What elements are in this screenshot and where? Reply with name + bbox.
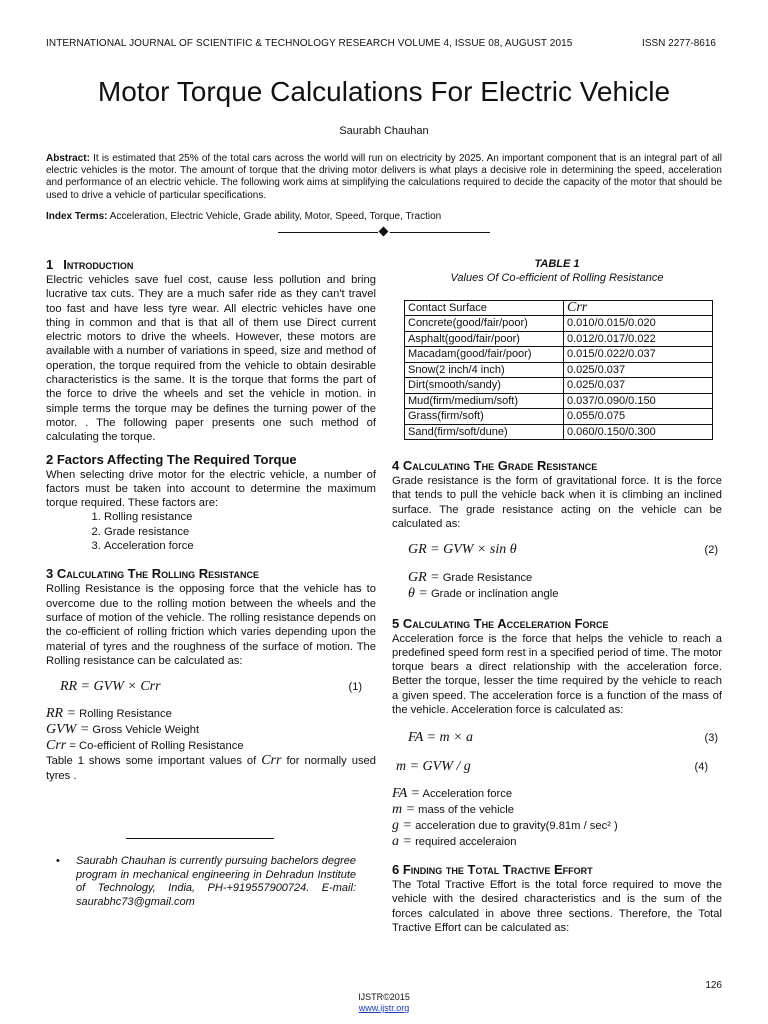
issn: ISSN 2277-8616 bbox=[642, 38, 716, 49]
sec4-definitions bbox=[392, 570, 722, 602]
sec3-definitions bbox=[46, 706, 376, 754]
index-terms-text: Acceleration, Electric Vehicle, Grade ability, Motor, Speed, Torque, Traction bbox=[109, 211, 442, 222]
equation-3-number: (3) bbox=[704, 732, 718, 745]
table-cell: 0.025/0.037 bbox=[564, 378, 713, 394]
def-text: Grade or inclination angle bbox=[430, 587, 559, 600]
left-column bbox=[46, 257, 376, 783]
copyright: IJSTR©2015 bbox=[358, 992, 410, 1002]
page-footer bbox=[0, 992, 768, 1014]
sec6-title: Finding the Total Tractive Effort bbox=[402, 861, 593, 877]
equation-2-number: (2) bbox=[704, 544, 718, 557]
factor-list bbox=[46, 510, 376, 553]
sec2-heading: 2 Factors Affecting The Required Torque bbox=[46, 451, 297, 467]
def-symbol: g = bbox=[392, 817, 412, 833]
table-title: TABLE 1 bbox=[534, 258, 580, 270]
note-text: Table 1 shows some important values of bbox=[46, 755, 257, 768]
def-symbol: RR = bbox=[46, 706, 77, 722]
abstract bbox=[46, 153, 722, 202]
sec2-body: When selecting drive motor for the electric vehicle, a number of factors must be taken into account to determine the maximum torque required. These factors are: bbox=[46, 468, 376, 510]
list-item: 3. Acceleration force bbox=[104, 539, 376, 553]
table-cell: Asphalt(good/fair/poor) bbox=[405, 331, 564, 347]
table-cell: Macadam(good/fair/poor) bbox=[405, 347, 564, 363]
equation-1 bbox=[46, 680, 376, 694]
def-text: Rolling Resistance bbox=[79, 708, 172, 721]
note-text: for normally used tyres . bbox=[46, 755, 376, 782]
sec3-heading bbox=[46, 566, 376, 582]
def-symbol: GR = bbox=[408, 569, 440, 585]
def-text: acceleration due to gravity(9.81m / sec² ) bbox=[415, 819, 618, 832]
sec1-heading bbox=[46, 257, 376, 273]
equation-4 bbox=[392, 760, 722, 774]
page-number: 126 bbox=[705, 980, 722, 991]
section-divider bbox=[278, 232, 490, 233]
def-text: Acceleration force bbox=[422, 787, 513, 800]
def-symbol: Crr bbox=[46, 738, 67, 754]
def-text: required acceleraion bbox=[415, 835, 517, 848]
table-cell: 0.055/0.075 bbox=[564, 409, 713, 425]
table-row bbox=[405, 362, 713, 378]
diamond-icon bbox=[379, 227, 389, 237]
table-row bbox=[405, 331, 713, 347]
journal-header: INTERNATIONAL JOURNAL OF SCIENTIFIC & TECHNOLOGY RESEARCH VOLUME 4, ISSUE 08, AUGUST 2015 bbox=[46, 38, 573, 49]
sec4-heading bbox=[392, 458, 722, 474]
sec5-title: Calculating The Acceleration Force bbox=[402, 615, 609, 631]
sec5-number: 5 bbox=[392, 615, 400, 631]
paper-title: Motor Torque Calculations For Electric Vehicle bbox=[97, 76, 671, 107]
table-cell: 0.060/0.150/0.300 bbox=[564, 424, 713, 440]
equation-2-expr: GR = GVW × sin θ bbox=[408, 542, 517, 558]
sec6-heading bbox=[392, 862, 722, 878]
table-row bbox=[405, 316, 713, 332]
table-cell: 0.010/0.015/0.020 bbox=[564, 316, 713, 332]
table-cell: 0.012/0.017/0.022 bbox=[564, 331, 713, 347]
sec1-number: 1 bbox=[46, 257, 54, 272]
table-cell: Sand(firm/soft/dune) bbox=[405, 424, 564, 440]
journal-link[interactable]: www.ijstr.org bbox=[358, 1003, 410, 1013]
table-cell: Concrete(good/fair/poor) bbox=[405, 316, 564, 332]
abstract-label: Abstract: bbox=[46, 153, 90, 164]
author-footnote bbox=[56, 855, 356, 909]
sec3-body: Rolling Resistance is the opposing force that the vehicle has to overcome due to the rolling motion between the wheels and the surface of motion of the vehicle. The rolling resistance depends on the co-efficient of rolling friction which varies depending upon the material of tyres and the roughness of the surface of motion. The Rolling resistance can be calculated as: bbox=[46, 583, 376, 667]
bullet-icon: • bbox=[56, 855, 60, 867]
equation-1-expr: RR = GVW × Crr bbox=[60, 679, 161, 695]
def-text: Gross Vehicle Weight bbox=[92, 724, 200, 737]
footnote-divider bbox=[126, 838, 274, 839]
author: Saurabh Chauhan bbox=[339, 125, 429, 137]
def-symbol: FA = bbox=[392, 785, 420, 801]
table-cell: 0.037/0.090/0.150 bbox=[564, 393, 713, 409]
sec4-number: 4 bbox=[392, 458, 400, 474]
sec3-title: Calculating The Rolling Resistance bbox=[56, 566, 259, 582]
equation-4-expr: m = GVW / g bbox=[396, 758, 471, 774]
footnote-text: Saurabh Chauhan is currently pursuing bachelors degree program in mechanical engineering in Dehradun Institute of Technology, India, PH-+919557900724. E-mail: saurabhc73@gmail.com bbox=[76, 855, 356, 908]
list-item: 2. Grade resistance bbox=[104, 525, 376, 539]
table-row bbox=[405, 393, 713, 409]
table-header-row bbox=[405, 300, 713, 316]
def-symbol: θ = bbox=[408, 585, 428, 601]
table-cell: 0.025/0.037 bbox=[564, 362, 713, 378]
sec5-definitions bbox=[392, 786, 722, 850]
table-cell: 0.015/0.022/0.037 bbox=[564, 347, 713, 363]
equation-2 bbox=[392, 543, 722, 557]
list-item: 1. Rolling resistance bbox=[104, 510, 376, 524]
equation-1-number: (1) bbox=[348, 681, 362, 694]
equation-3 bbox=[392, 731, 722, 745]
right-column bbox=[392, 257, 722, 935]
table-row bbox=[405, 347, 713, 363]
def-symbol: m = bbox=[392, 801, 416, 817]
table-header-cell: Crr bbox=[564, 300, 713, 316]
sec5-body: Acceleration force is the force that helps the vehicle to reach a predefined speed form rest in a specified period of time. The motor torque bears a direct relationship with the acceleration force. Better the torque, lesser the time required by the vehicle to reach a given speed. The acceleration force is a function of the mass of the vehicle. Acceleration force is calculated as: bbox=[392, 632, 722, 717]
abstract-text: It is estimated that 25% of the total cars across the world will run on electricity by 2025. An important component that is an integral part of all electric vehicles is the motor. The amount of torque that the driving motor delivers is what plays a decisive role in determining the speed, acceleration and performance of an electric vehicle. The following work aims at simplifying the calculations required to decide the capacity of the motor that should be used to drive a vehicle of particular specifications. bbox=[46, 153, 723, 201]
sec1-body: Electric vehicles save fuel cost, cause less pollution and bring lucrative tax cuts. They are a much safer ride as they can't travel too fast and have less tyre wear. All electric vehicles have one thing in common and that is that all of them use Direct current electric motors to drive the wheels. However, these motors are available with a number of variations in speed, size and method of operation, the torque required from the vehicle to obtain desirable characteristics is the same. It is the torque that forms the part of the force to drive the wheels and set the vehicle in motion. in simple terms the torque may be defines the turning power of the motor. . The following paper presents one such method of calculating the torque. bbox=[46, 274, 376, 444]
sec5-heading bbox=[392, 616, 722, 632]
table-cell: Grass(firm/soft) bbox=[405, 409, 564, 425]
table-cell: Dirt(smooth/sandy) bbox=[405, 378, 564, 394]
equation-4-number: (4) bbox=[694, 760, 708, 773]
sec6-number: 6 bbox=[392, 861, 400, 877]
equation-3-expr: FA = m × a bbox=[408, 730, 474, 746]
sec3-table-note bbox=[46, 754, 376, 783]
index-terms bbox=[46, 211, 722, 223]
sec3-number: 3 bbox=[46, 566, 54, 582]
def-symbol: a = bbox=[392, 833, 412, 849]
table-cell: Snow(2 inch/4 inch) bbox=[405, 362, 564, 378]
table-header-cell: Contact Surface bbox=[405, 300, 564, 316]
table-row bbox=[405, 409, 713, 425]
def-symbol: GVW = bbox=[46, 722, 90, 738]
def-text: Grade Resistance bbox=[442, 571, 533, 584]
sec1-title: Introduction bbox=[63, 257, 134, 272]
sec6-body: The Total Tractive Effort is the total force required to move the vehicle with the desired characteristics and is the sum of the forces calculated in above three sections. Therefore, the Total Tractive Effort can be calculated as: bbox=[392, 878, 722, 934]
def-text: mass of the vehicle bbox=[418, 803, 514, 816]
table-cell: Mud(firm/medium/soft) bbox=[405, 393, 564, 409]
note-symbol: Crr bbox=[261, 753, 282, 769]
table-row bbox=[405, 378, 713, 394]
table-row bbox=[405, 424, 713, 440]
table-subtitle: Values Of Co-efficient of Rolling Resistance bbox=[450, 272, 664, 285]
sec4-body: Grade resistance is the form of gravitational force. It is the force that tends to pull the vehicle back when it is climbing an inclined surface. The grade resistance acting on the vehicle can be calculated as: bbox=[392, 475, 722, 530]
def-text: = Co-efficient of Rolling Resistance bbox=[69, 740, 244, 753]
index-terms-label: Index Terms: bbox=[46, 211, 108, 222]
sec4-title: Calculating The Grade Resistance bbox=[402, 458, 598, 474]
rolling-resistance-table bbox=[404, 300, 713, 441]
